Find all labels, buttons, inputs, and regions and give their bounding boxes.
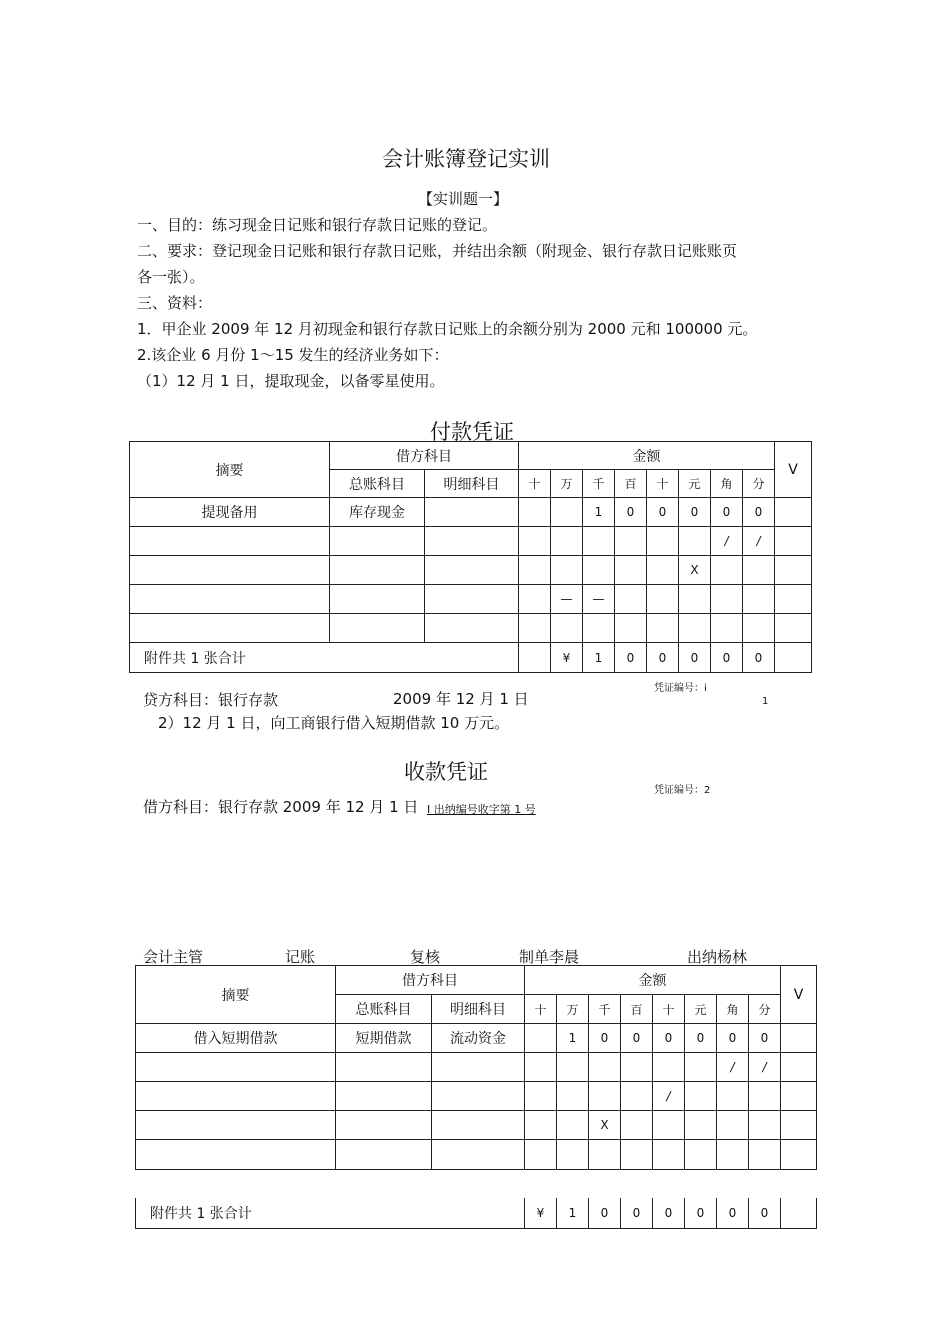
table-cell [743,585,775,614]
dash-mark: — [583,585,615,614]
total-digit: 0 [717,1198,749,1228]
amount-digit: 0 [685,1024,717,1053]
table-cell [130,527,330,556]
table-cell [589,1140,621,1170]
table-cell [647,556,679,585]
amount-digit: 1 [557,1024,589,1053]
amount-digit: 0 [589,1024,621,1053]
slash-mark: / [717,1053,749,1082]
text-line: 1．甲企业 2009 年 12 月初现金和银行存款日记账上的余额分别为 2000 元和 100000 元。 [137,320,758,338]
table-cell [717,1140,749,1170]
table-cell [432,1140,525,1170]
table-cell [551,527,583,556]
unit-label: 万 [551,470,583,498]
header-debit-account: 借方科目 [330,442,519,470]
table-cell [519,527,551,556]
table-cell [679,527,711,556]
header-debit-account: 借方科目 [336,966,525,995]
total-digit: 0 [647,643,679,673]
table-cell [647,527,679,556]
table-cell [583,527,615,556]
header-detail-account: 明细科目 [432,995,525,1024]
table-cell [136,1140,336,1170]
dash-mark: — [551,585,583,614]
unit-label: 分 [743,470,775,498]
unit-label: 十 [525,995,557,1024]
check-cell [775,614,812,643]
table-cell [557,1053,589,1082]
table-cell [557,1140,589,1170]
signature-reviewer: 复核 [410,948,441,966]
table-cell [425,556,519,585]
page-mark: 1 [762,696,769,707]
text-line: 一、目的：练习现金日记账和银行存款日记账的登记。 [137,216,498,234]
check-cell [781,1198,817,1228]
total-digit: 0 [615,643,647,673]
attachment-total-label: 附件共 1 张合计 [130,643,519,673]
table-cell [525,1082,557,1111]
total-digit: 0 [685,1198,717,1228]
table-cell [621,1082,653,1111]
slash-mark: / [743,527,775,556]
table-cell [653,1111,685,1140]
table-cell [519,614,551,643]
table-cell [583,614,615,643]
header-general-account: 总账科目 [330,470,425,498]
table-cell [717,1111,749,1140]
entry-summary: 提现备用 [130,498,330,527]
check-cell [775,556,812,585]
table-cell [711,614,743,643]
check-cell [781,1024,817,1053]
total-digit: 0 [679,643,711,673]
amount-digit: 0 [749,1024,781,1053]
table-cell [711,556,743,585]
table-cell [615,614,647,643]
total-digit: 0 [743,643,775,673]
check-cell [781,1140,817,1170]
check-cell [775,498,812,527]
table-cell [432,1082,525,1111]
header-summary: 摘要 [130,442,330,498]
unit-label: 十 [653,995,685,1024]
voucher-date: 2009 年 12 月 1 日 [393,690,529,708]
check-cell [781,1053,817,1082]
section-subtitle: 【实训题一】 [418,190,509,208]
table-cell [685,1140,717,1170]
cashier-number: I 出纳编号收字第 1 号 [427,803,536,816]
table-cell [519,556,551,585]
amount-digit [551,498,583,527]
credit-account: 贷方科目：银行存款 [143,691,279,709]
table-cell [519,585,551,614]
table-cell [685,1111,717,1140]
table-cell [679,585,711,614]
header-general-account: 总账科目 [336,995,432,1024]
total-digit: 0 [749,1198,781,1228]
check-cell [775,527,812,556]
total-digit: 1 [583,643,615,673]
header-summary: 摘要 [136,966,336,1024]
attachment-total-label: 附件共 1 张合计 [136,1198,525,1228]
text-line: 二、要求：登记现金日记账和银行存款日记账，并结出余额（附现金、银行存款日记账账页 [137,242,738,260]
table-cell [432,1111,525,1140]
amount-digit: 0 [653,1024,685,1053]
table-cell [130,614,330,643]
table-cell [621,1111,653,1140]
amount-digit: 0 [615,498,647,527]
unit-label: 十 [519,470,551,498]
total-digit: 0 [711,643,743,673]
entry-general-account: 库存现金 [330,498,425,527]
entry-summary: 借入短期借款 [136,1024,336,1053]
slash-mark: / [749,1053,781,1082]
unit-label: 十 [647,470,679,498]
table-cell [717,1082,749,1111]
table-cell [130,556,330,585]
unit-label: 万 [557,995,589,1024]
signature-preparer: 制单李晨 [519,948,580,966]
table-cell [525,1140,557,1170]
payment-voucher-title: 付款凭证 [430,420,514,444]
entry-detail-account [425,498,519,527]
amount-digit: 0 [743,498,775,527]
debit-account-line: 借方科目：银行存款 2009 年 12 月 1 日 [143,798,419,816]
total-digit: 0 [589,1198,621,1228]
amount-digit [525,1024,557,1053]
check-cell [775,643,812,673]
total-digit: 1 [557,1198,589,1228]
unit-label: 千 [589,995,621,1024]
total-digit [519,643,551,673]
table-cell [743,614,775,643]
table-cell [615,585,647,614]
table-cell [749,1111,781,1140]
entry-detail-account: 流动资金 [432,1024,525,1053]
header-detail-account: 明细科目 [425,470,519,498]
table-cell [653,1053,685,1082]
table-cell [425,527,519,556]
table-cell [330,556,425,585]
text-line: （1）12 月 1 日，提取现金，以备零星使用。 [137,372,445,390]
table-cell [425,614,519,643]
table-cell [336,1053,432,1082]
header-amount: 金额 [519,442,775,470]
signature-cashier: 出纳杨林 [687,948,748,966]
table-cell [551,556,583,585]
receipt-voucher-table [135,965,817,1170]
unit-label: 分 [749,995,781,1024]
text-line: 各一张）。 [137,268,205,286]
table-cell [525,1053,557,1082]
total-digit: ¥ [525,1198,557,1228]
slash-mark: / [711,527,743,556]
table-cell [743,556,775,585]
unit-label: 千 [583,470,615,498]
table-cell [685,1053,717,1082]
receipt-voucher-total-row [135,1198,817,1229]
amount-digit: 0 [711,498,743,527]
amount-digit: 0 [621,1024,653,1053]
check-cell [775,585,812,614]
check-cell [781,1111,817,1140]
entry-general-account: 短期借款 [336,1024,432,1053]
table-cell [330,527,425,556]
amount-digit: 1 [583,498,615,527]
table-cell [336,1082,432,1111]
table-cell [136,1082,336,1111]
table-cell [621,1140,653,1170]
table-cell [653,1140,685,1170]
table-cell [749,1140,781,1170]
table-cell [685,1082,717,1111]
amount-digit: 0 [647,498,679,527]
unit-label: 角 [711,470,743,498]
unit-label: 元 [679,470,711,498]
payment-voucher-table [129,441,812,673]
table-cell [647,614,679,643]
table-cell [583,556,615,585]
table-cell [525,1111,557,1140]
amount-digit [519,498,551,527]
table-cell [336,1111,432,1140]
unit-label: 角 [717,995,749,1024]
table-cell [749,1082,781,1111]
table-cell [330,614,425,643]
table-cell [136,1111,336,1140]
table-cell [336,1140,432,1170]
text-line: 2.该企业 6 月份 1～15 发生的经济业务如下： [137,346,449,364]
header-check: V [775,442,812,498]
table-cell [557,1082,589,1111]
table-cell [136,1053,336,1082]
text-line: 2）12 月 1 日，向工商银行借入短期借款 10 万元。 [158,714,510,732]
amount-digit: 0 [679,498,711,527]
table-cell [621,1053,653,1082]
table-cell [589,1082,621,1111]
total-digit: ¥ [551,643,583,673]
x-mark: X [679,556,711,585]
voucher-number: 凭证编号：2 [654,785,711,796]
signature-supervisor: 会计主管 [143,948,204,966]
table-cell [647,585,679,614]
signature-bookkeeper: 记账 [285,948,316,966]
table-cell [615,556,647,585]
unit-label: 元 [685,995,717,1024]
slash-mark: / [653,1082,685,1111]
table-cell [330,585,425,614]
header-amount: 金额 [525,966,781,995]
unit-label: 百 [615,470,647,498]
table-cell [615,527,647,556]
table-cell [551,614,583,643]
total-digit: 0 [621,1198,653,1228]
x-mark: X [589,1111,621,1140]
table-cell [589,1053,621,1082]
check-cell [781,1082,817,1111]
text-line: 三、资料： [137,294,213,312]
table-cell [557,1111,589,1140]
total-digit: 0 [653,1198,685,1228]
table-cell [679,614,711,643]
table-cell [130,585,330,614]
page-title: 会计账簿登记实训 [382,147,550,171]
table-cell [425,585,519,614]
amount-digit: 0 [717,1024,749,1053]
unit-label: 百 [621,995,653,1024]
table-cell [432,1053,525,1082]
receipt-voucher-title: 收款凭证 [404,760,488,784]
voucher-number: 凭证编号：i [654,683,707,694]
header-check: V [781,966,817,1024]
table-cell [711,585,743,614]
